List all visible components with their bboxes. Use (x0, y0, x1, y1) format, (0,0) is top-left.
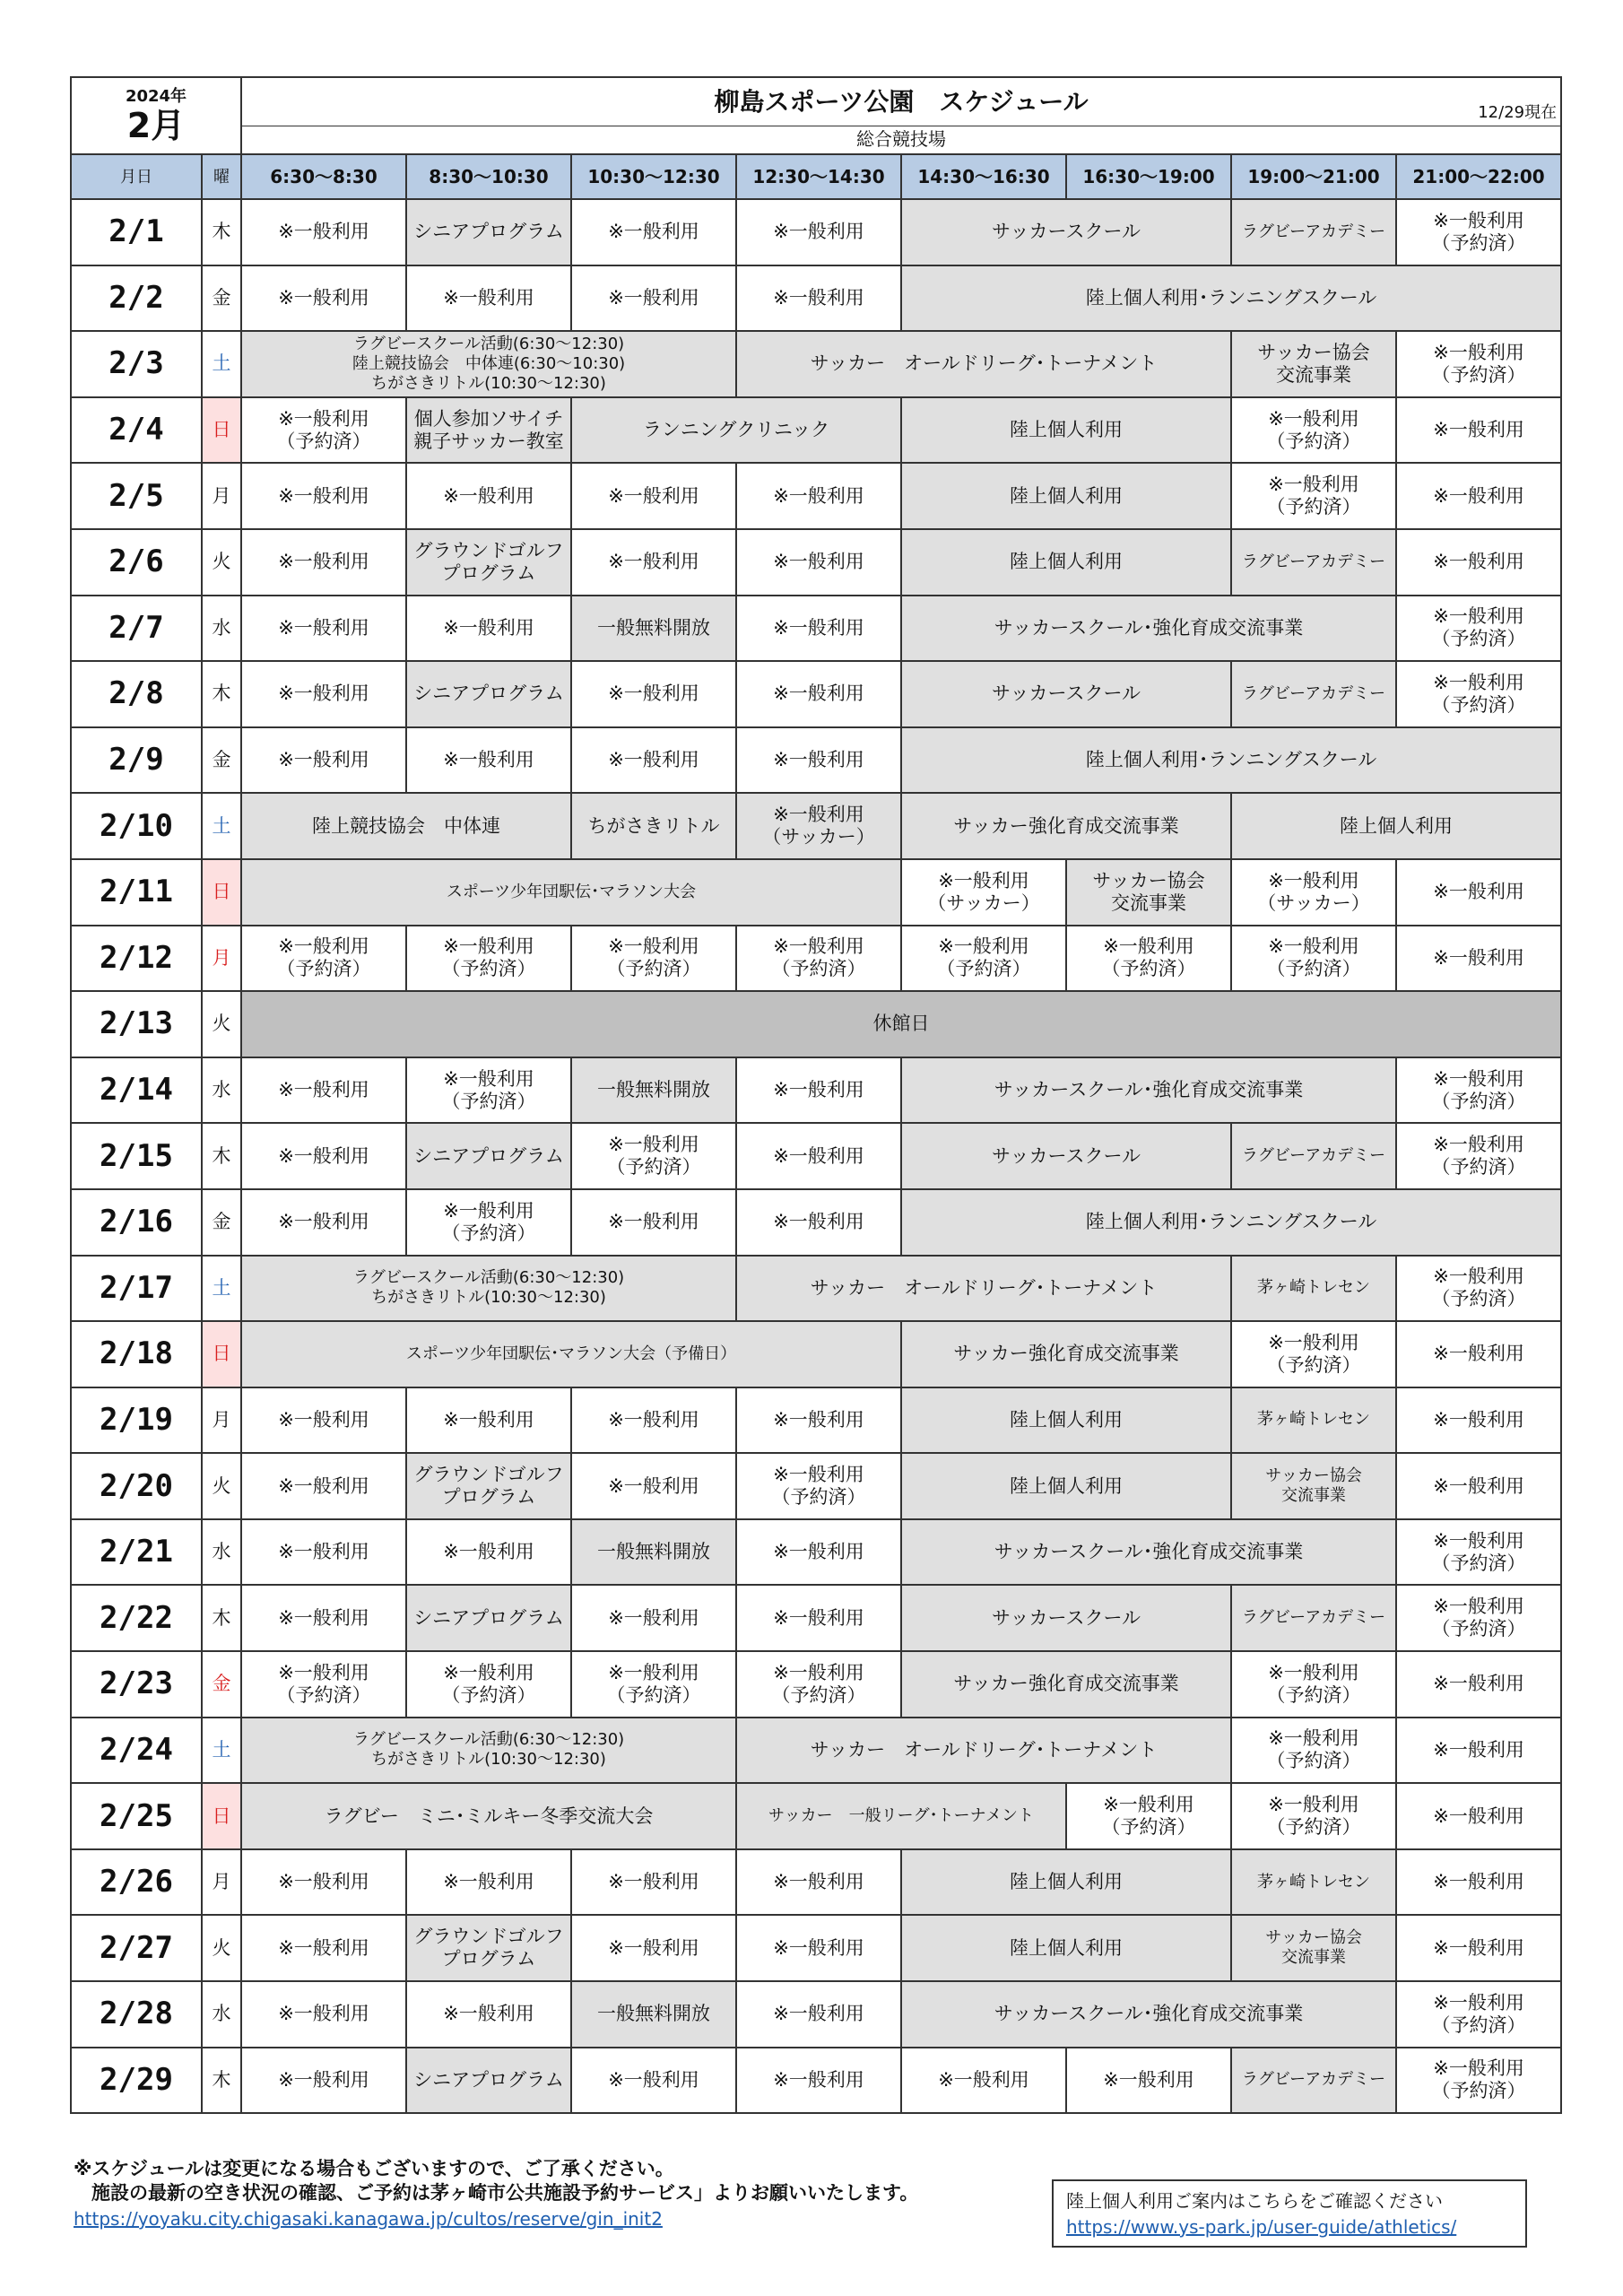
schedule-slot: ※一般利用 （予約済） (406, 1057, 571, 1124)
schedule-slot: 陸上競技協会 中体連 (241, 793, 571, 859)
column-header-4: 10:30〜12:30 (571, 154, 736, 199)
date-cell: 2/20 (71, 1453, 202, 1519)
schedule-slot: ※一般利用 (571, 529, 736, 596)
table-row (71, 1057, 1561, 1124)
schedule-slot: ※一般利用 （予約済） (1396, 661, 1561, 727)
schedule-slot: ※一般利用 （予約済） (1231, 1321, 1396, 1387)
weekday-cell: 日 (202, 1321, 241, 1387)
schedule-slot: ※一般利用 （予約済） (571, 926, 736, 992)
closed-day-cell: 休館日 (241, 991, 1561, 1057)
weekday-cell: 木 (202, 1585, 241, 1651)
schedule-slot: 陸上個人利用 (1231, 793, 1561, 859)
schedule-slot: ※一般利用 (1066, 2048, 1231, 2114)
venue-label: 総合競技場 (241, 126, 1561, 154)
schedule-slot: ラグビースクール活動(6:30〜12:30) ちがさきリトル(10:30〜12:30) (241, 1256, 736, 1322)
schedule-slot: ※一般利用 （予約済） (571, 1651, 736, 1718)
schedule-slot: ※一般利用 (736, 727, 901, 794)
schedule-slot: サッカー協会 交流事業 (1066, 859, 1231, 926)
schedule-slot: ※一般利用 (1396, 529, 1561, 596)
schedule-slot: ※一般利用 (241, 463, 406, 529)
schedule-slot: 一般無料開放 (571, 1519, 736, 1586)
table-row (71, 991, 1561, 1057)
weekday-cell: 土 (202, 1256, 241, 1322)
table-row (71, 463, 1561, 529)
table-row (71, 265, 1561, 332)
schedule-slot: ラグビー ミニ･ミルキー冬季交流大会 (241, 1783, 736, 1849)
schedule-slot: ※一般利用 (571, 463, 736, 529)
table-row (71, 1189, 1561, 1256)
schedule-slot: ※一般利用 （予約済） (1396, 1123, 1561, 1189)
schedule-slot: ※一般利用 （予約済） (241, 397, 406, 464)
schedule-slot: 陸上個人利用 (901, 1915, 1231, 1981)
schedule-slot: ※一般利用 (1396, 1849, 1561, 1916)
date-cell: 2/18 (71, 1321, 202, 1387)
column-header-3: 8:30〜10:30 (406, 154, 571, 199)
schedule-slot: サッカー強化育成交流事業 (901, 1651, 1231, 1718)
schedule-slot: サッカースクール (901, 1123, 1231, 1189)
schedule-slot: サッカースクール (901, 1585, 1231, 1651)
schedule-slot: 陸上個人利用 (901, 397, 1231, 464)
schedule-slot: 一般無料開放 (571, 1057, 736, 1124)
date-cell: 2/23 (71, 1651, 202, 1718)
weekday-cell: 木 (202, 2048, 241, 2114)
column-header-6: 14:30〜16:30 (901, 154, 1066, 199)
table-row (71, 199, 1561, 265)
schedule-slot: 茅ヶ崎トレセン (1231, 1256, 1396, 1322)
schedule-slot: ※一般利用 (406, 727, 571, 794)
schedule-slot: 陸上個人利用 (901, 529, 1231, 596)
schedule-slot: ※一般利用 (241, 1123, 406, 1189)
schedule-slot: ※一般利用 (241, 727, 406, 794)
date-cell: 2/12 (71, 926, 202, 992)
month-label: 2月 (126, 106, 186, 145)
weekday-cell: 金 (202, 727, 241, 794)
schedule-slot: ランニングクリニック (571, 397, 901, 464)
page-title: 柳島スポーツ公園 スケジュール (714, 86, 1089, 117)
schedule-title-cell (241, 77, 1561, 126)
schedule-slot: ※一般利用 （予約済） (241, 1651, 406, 1718)
schedule-slot: ※一般利用 (1396, 1651, 1561, 1718)
schedule-slot: サッカー オールドリーグ･トーナメント (736, 1256, 1231, 1322)
weekday-cell: 火 (202, 1915, 241, 1981)
schedule-slot: 茅ヶ崎トレセン (1231, 1849, 1396, 1916)
table-row (71, 859, 1561, 926)
weekday-cell: 月 (202, 1387, 241, 1454)
schedule-slot: ※一般利用 （予約済） (1066, 1783, 1231, 1849)
table-row (71, 1981, 1561, 2048)
date-cell: 2/5 (71, 463, 202, 529)
column-header-2: 6:30〜8:30 (241, 154, 406, 199)
schedule-slot: ※一般利用 (736, 2048, 901, 2114)
schedule-slot: ※一般利用 (1396, 397, 1561, 464)
weekday-cell: 金 (202, 1651, 241, 1718)
date-cell: 2/14 (71, 1057, 202, 1124)
schedule-slot: 陸上個人利用･ランニングスクール (901, 727, 1561, 794)
schedule-slot: ※一般利用 (736, 1123, 901, 1189)
schedule-slot: ※一般利用 （予約済） (1231, 397, 1396, 464)
schedule-slot: ※一般利用 (241, 2048, 406, 2114)
schedule-slot: サッカースクール (901, 199, 1231, 265)
schedule-slot: ※一般利用 (736, 529, 901, 596)
schedule-slot: ※一般利用 (571, 265, 736, 332)
schedule-slot: ※一般利用 (1396, 1915, 1561, 1981)
booking-link[interactable]: https://yoyaku.city.chigasaki.kanagawa.jp/cultos/reserve/gin_init2 (74, 2208, 663, 2230)
weekday-cell: 水 (202, 1981, 241, 2048)
schedule-slot: サッカースクール･強化育成交流事業 (901, 1981, 1396, 2048)
schedule-slot: ※一般利用 (736, 265, 901, 332)
schedule-slot: ※一般利用 (241, 529, 406, 596)
schedule-slot: ※一般利用 （予約済） (1396, 1981, 1561, 2048)
weekday-cell: 月 (202, 463, 241, 529)
schedule-slot: ※一般利用 （予約済） (1231, 1651, 1396, 1718)
weekday-cell: 火 (202, 1453, 241, 1519)
date-cell: 2/17 (71, 1256, 202, 1322)
athletics-info-box (1052, 2179, 1527, 2248)
schedule-slot: ※一般利用 (736, 1057, 901, 1124)
schedule-slot: 一般無料開放 (571, 1981, 736, 2048)
schedule-slot: ※一般利用 (406, 1981, 571, 2048)
schedule-slot: ※一般利用 （予約済） (1066, 926, 1231, 992)
schedule-slot: ※一般利用 (241, 1057, 406, 1124)
schedule-slot: ※一般利用 （予約済） (1396, 1519, 1561, 1586)
date-cell: 2/26 (71, 1849, 202, 1916)
schedule-slot: サッカースクール (901, 661, 1231, 727)
schedule-slot: ラグビーアカデミー (1231, 529, 1396, 596)
schedule-slot: サッカー オールドリーグ･トーナメント (736, 1718, 1231, 1784)
schedule-slot: ラグビーアカデミー (1231, 199, 1396, 265)
schedule-slot: ※一般利用 (571, 1585, 736, 1651)
table-row (71, 1123, 1561, 1189)
schedule-slot: ※一般利用 （予約済） (736, 926, 901, 992)
column-header-9: 21:00〜22:00 (1396, 154, 1561, 199)
schedule-slot: ※一般利用 (1396, 859, 1561, 926)
table-row (71, 1519, 1561, 1586)
column-header-0: 月日 (71, 154, 202, 199)
schedule-slot: ※一般利用 （予約済） (1231, 1718, 1396, 1784)
table-row (71, 661, 1561, 727)
booking-notice: 施設の最新の空き状況の確認、ご予約は茅ヶ崎市公共施設予約サービス」よりお願いいたします。 (91, 2182, 919, 2204)
year-label: 2024年 (125, 87, 187, 106)
schedule-slot: ※一般利用 （予約済） (406, 1651, 571, 1718)
schedule-slot: スポーツ少年団駅伝･マラソン大会（予備日） (241, 1321, 901, 1387)
schedule-slot: ラグビーアカデミー (1231, 661, 1396, 727)
date-cell: 2/27 (71, 1915, 202, 1981)
schedule-slot: シニアプログラム (406, 1585, 571, 1651)
schedule-slot: ※一般利用 (736, 1585, 901, 1651)
schedule-slot: ※一般利用 (571, 727, 736, 794)
schedule-slot: ※一般利用 (241, 1915, 406, 1981)
schedule-slot: サッカースクール･強化育成交流事業 (901, 1519, 1396, 1586)
date-cell: 2/9 (71, 727, 202, 794)
schedule-slot: 陸上個人利用 (901, 1453, 1231, 1519)
column-header-5: 12:30〜14:30 (736, 154, 901, 199)
schedule-slot: ※一般利用 （予約済） (736, 1453, 901, 1519)
change-notice: ※スケジュールは変更になる場合もございますので、ご了承ください。 (74, 2158, 674, 2179)
schedule-slot: ※一般利用 (736, 1981, 901, 2048)
year-month-cell (71, 77, 241, 154)
schedule-slot: 陸上個人利用･ランニングスクール (901, 1189, 1561, 1256)
schedule-slot: ※一般利用 (241, 1519, 406, 1586)
schedule-slot: ※一般利用 (736, 1519, 901, 1586)
table-row (71, 926, 1561, 992)
date-cell: 2/7 (71, 596, 202, 662)
weekday-cell: 火 (202, 529, 241, 596)
schedule-slot: サッカースクール･強化育成交流事業 (901, 1057, 1396, 1124)
athletics-info-text: 陸上個人利用ご案内はこちらをご確認ください (1066, 2190, 1443, 2212)
schedule-slot: サッカー強化育成交流事業 (901, 1321, 1231, 1387)
schedule-slot: ※一般利用 (406, 463, 571, 529)
schedule-slot: ラグビーアカデミー (1231, 2048, 1396, 2114)
schedule-slot: シニアプログラム (406, 1123, 571, 1189)
date-cell: 2/21 (71, 1519, 202, 1586)
schedule-slot: ※一般利用 (736, 1915, 901, 1981)
schedule-slot: ※一般利用 （サッカー） (901, 859, 1066, 926)
schedule-slot: ※一般利用 （予約済） (1396, 2048, 1561, 2114)
date-cell: 2/22 (71, 1585, 202, 1651)
schedule-slot: ※一般利用 (406, 596, 571, 662)
schedule-slot: シニアプログラム (406, 2048, 571, 2114)
date-cell: 2/15 (71, 1123, 202, 1189)
schedule-slot: ※一般利用 （予約済） (1396, 596, 1561, 662)
weekday-cell: 水 (202, 596, 241, 662)
schedule-slot: ※一般利用 (1396, 1718, 1561, 1784)
weekday-cell: 水 (202, 1519, 241, 1586)
schedule-slot: ※一般利用 (736, 596, 901, 662)
schedule-slot: ※一般利用 (241, 265, 406, 332)
schedule-slot: 陸上個人利用 (901, 1849, 1231, 1916)
schedule-slot: ※一般利用 (571, 1849, 736, 1916)
schedule-slot: ※一般利用 （予約済） (1396, 199, 1561, 265)
schedule-slot: サッカー 一般リーグ･トーナメント (736, 1783, 1066, 1849)
schedule-slot: 個人参加ソサイチ 親子サッカー教室 (406, 397, 571, 464)
weekday-cell: 木 (202, 1123, 241, 1189)
column-header-1: 曜 (202, 154, 241, 199)
schedule-slot: ※一般利用 (1396, 1453, 1561, 1519)
schedule-slot: サッカー協会 交流事業 (1231, 1915, 1396, 1981)
schedule-slot: ※一般利用 （予約済） (1396, 1256, 1561, 1322)
date-cell: 2/3 (71, 331, 202, 397)
table-row (71, 1849, 1561, 1916)
schedule-slot: ※一般利用 （予約済） (1231, 1783, 1396, 1849)
schedule-slot: サッカー強化育成交流事業 (901, 793, 1231, 859)
schedule-slot: ※一般利用 （予約済） (901, 926, 1066, 992)
schedule-slot: サッカー協会 交流事業 (1231, 1453, 1396, 1519)
table-row (71, 727, 1561, 794)
weekday-cell: 木 (202, 661, 241, 727)
schedule-slot: ※一般利用 (736, 1387, 901, 1454)
date-cell: 2/11 (71, 859, 202, 926)
schedule-sheet (70, 76, 1560, 2114)
schedule-slot: ※一般利用 （予約済） (1396, 1585, 1561, 1651)
schedule-slot: ※一般利用 (1396, 463, 1561, 529)
schedule-slot: ※一般利用 (736, 661, 901, 727)
table-row (71, 1387, 1561, 1454)
schedule-slot: ※一般利用 (901, 2048, 1066, 2114)
table-row (71, 397, 1561, 464)
table-row (71, 1915, 1561, 1981)
date-cell: 2/16 (71, 1189, 202, 1256)
weekday-cell: 月 (202, 926, 241, 992)
schedule-slot: ※一般利用 (571, 1387, 736, 1454)
weekday-cell: 月 (202, 1849, 241, 1916)
column-header-7: 16:30〜19:00 (1066, 154, 1231, 199)
schedule-slot: ※一般利用 (571, 1453, 736, 1519)
table-row (71, 1585, 1561, 1651)
schedule-slot: ※一般利用 (241, 1981, 406, 2048)
table-row (71, 1718, 1561, 1784)
date-cell: 2/4 (71, 397, 202, 464)
schedule-slot: ※一般利用 (736, 1189, 901, 1256)
schedule-slot: ※一般利用 (241, 1453, 406, 1519)
schedule-slot: ラグビースクール活動(6:30〜12:30) 陸上競技協会 中体連(6:30〜10:30) ちがさきリトル(10:30〜12:30) (241, 331, 736, 397)
weekday-cell: 金 (202, 1189, 241, 1256)
schedule-slot: ※一般利用 （予約済） (406, 1189, 571, 1256)
weekday-cell: 木 (202, 199, 241, 265)
table-row (71, 596, 1561, 662)
schedule-slot: ※一般利用 （予約済） (1396, 1057, 1561, 1124)
schedule-slot: ※一般利用 （サッカー） (1231, 859, 1396, 926)
date-cell: 2/28 (71, 1981, 202, 2048)
weekday-cell: 土 (202, 1718, 241, 1784)
table-row (71, 1651, 1561, 1718)
weekday-cell: 日 (202, 859, 241, 926)
date-cell: 2/19 (71, 1387, 202, 1454)
schedule-slot: 一般無料開放 (571, 596, 736, 662)
schedule-slot: ※一般利用 （予約済） (241, 926, 406, 992)
table-row (71, 2048, 1561, 2114)
table-row (71, 1321, 1561, 1387)
schedule-slot: サッカースクール･強化育成交流事業 (901, 596, 1396, 662)
date-cell: 2/2 (71, 265, 202, 332)
column-header-8: 19:00〜21:00 (1231, 154, 1396, 199)
schedule-slot: ※一般利用 (406, 265, 571, 332)
schedule-slot: ※一般利用 (406, 1387, 571, 1454)
schedule-slot: ※一般利用 (736, 199, 901, 265)
schedule-slot: ※一般利用 （予約済） (736, 1651, 901, 1718)
schedule-slot: ※一般利用 (1396, 1387, 1561, 1454)
schedule-slot: サッカー協会 交流事業 (1231, 331, 1396, 397)
schedule-slot: グラウンドゴルフ プログラム (406, 1453, 571, 1519)
schedule-slot: ※一般利用 （予約済） (1396, 331, 1561, 397)
schedule-slot: ※一般利用 (736, 463, 901, 529)
schedule-slot: ※一般利用 (241, 199, 406, 265)
schedule-slot: ※一般利用 (1396, 926, 1561, 992)
schedule-slot: ※一般利用 (1396, 1321, 1561, 1387)
weekday-cell: 水 (202, 1057, 241, 1124)
schedule-slot: 陸上個人利用 (901, 1387, 1231, 1454)
date-cell: 2/24 (71, 1718, 202, 1784)
schedule-slot: ※一般利用 (406, 1519, 571, 1586)
schedule-slot: ※一般利用 (736, 1849, 901, 1916)
schedule-slot: ※一般利用 (241, 1849, 406, 1916)
schedule-slot: ※一般利用 (571, 199, 736, 265)
schedule-slot: ※一般利用 (241, 596, 406, 662)
schedule-slot: ラグビーアカデミー (1231, 1585, 1396, 1651)
schedule-slot: ※一般利用 （予約済） (1231, 463, 1396, 529)
date-cell: 2/8 (71, 661, 202, 727)
weekday-cell: 土 (202, 331, 241, 397)
schedule-slot: ※一般利用 (241, 661, 406, 727)
date-cell: 2/29 (71, 2048, 202, 2114)
schedule-slot: シニアプログラム (406, 661, 571, 727)
weekday-cell: 土 (202, 793, 241, 859)
schedule-slot: ラグビーアカデミー (1231, 1123, 1396, 1189)
date-cell: 2/6 (71, 529, 202, 596)
schedule-slot: ※一般利用 (571, 2048, 736, 2114)
schedule-slot: ※一般利用 (241, 1189, 406, 1256)
schedule-slot: 茅ヶ崎トレセン (1231, 1387, 1396, 1454)
weekday-cell: 日 (202, 1783, 241, 1849)
date-cell: 2/10 (71, 793, 202, 859)
schedule-slot: ※一般利用 （サッカー） (736, 793, 901, 859)
schedule-slot: グラウンドゴルフ プログラム (406, 1915, 571, 1981)
table-row (71, 1783, 1561, 1849)
schedule-slot: ※一般利用 （予約済） (571, 1123, 736, 1189)
schedule-slot: ※一般利用 (1396, 1783, 1561, 1849)
footer-notes (74, 2157, 1060, 2232)
athletics-info-link[interactable]: https://www.ys-park.jp/user-guide/athletics/ (1066, 2216, 1457, 2238)
table-row (71, 331, 1561, 397)
date-cell: 2/25 (71, 1783, 202, 1849)
table-row (71, 529, 1561, 596)
schedule-slot: ※一般利用 (571, 1915, 736, 1981)
schedule-slot: スポーツ少年団駅伝･マラソン大会 (241, 859, 901, 926)
schedule-slot: ※一般利用 (571, 1189, 736, 1256)
date-cell: 2/1 (71, 199, 202, 265)
schedule-slot: 陸上個人利用 (901, 463, 1231, 529)
as-of-date: 12/29現在 (1478, 102, 1558, 122)
schedule-table (70, 76, 1562, 2114)
schedule-slot: ラグビースクール活動(6:30〜12:30) ちがさきリトル(10:30〜12:30) (241, 1718, 736, 1784)
weekday-cell: 火 (202, 991, 241, 1057)
schedule-slot: グラウンドゴルフ プログラム (406, 529, 571, 596)
table-row (71, 793, 1561, 859)
date-cell: 2/13 (71, 991, 202, 1057)
schedule-slot: ちがさきリトル (571, 793, 736, 859)
schedule-slot: サッカー オールドリーグ･トーナメント (736, 331, 1231, 397)
schedule-slot: ※一般利用 （予約済） (1231, 926, 1396, 992)
weekday-cell: 金 (202, 265, 241, 332)
column-header-row (71, 154, 1561, 199)
table-row (71, 1256, 1561, 1322)
schedule-slot: ※一般利用 (241, 1585, 406, 1651)
schedule-slot: ※一般利用 (571, 661, 736, 727)
schedule-slot: 陸上個人利用･ランニングスクール (901, 265, 1561, 332)
schedule-slot: ※一般利用 （予約済） (406, 926, 571, 992)
schedule-slot: シニアプログラム (406, 199, 571, 265)
schedule-slot: ※一般利用 (241, 1387, 406, 1454)
schedule-slot: ※一般利用 (406, 1849, 571, 1916)
table-row (71, 1453, 1561, 1519)
weekday-cell: 日 (202, 397, 241, 464)
